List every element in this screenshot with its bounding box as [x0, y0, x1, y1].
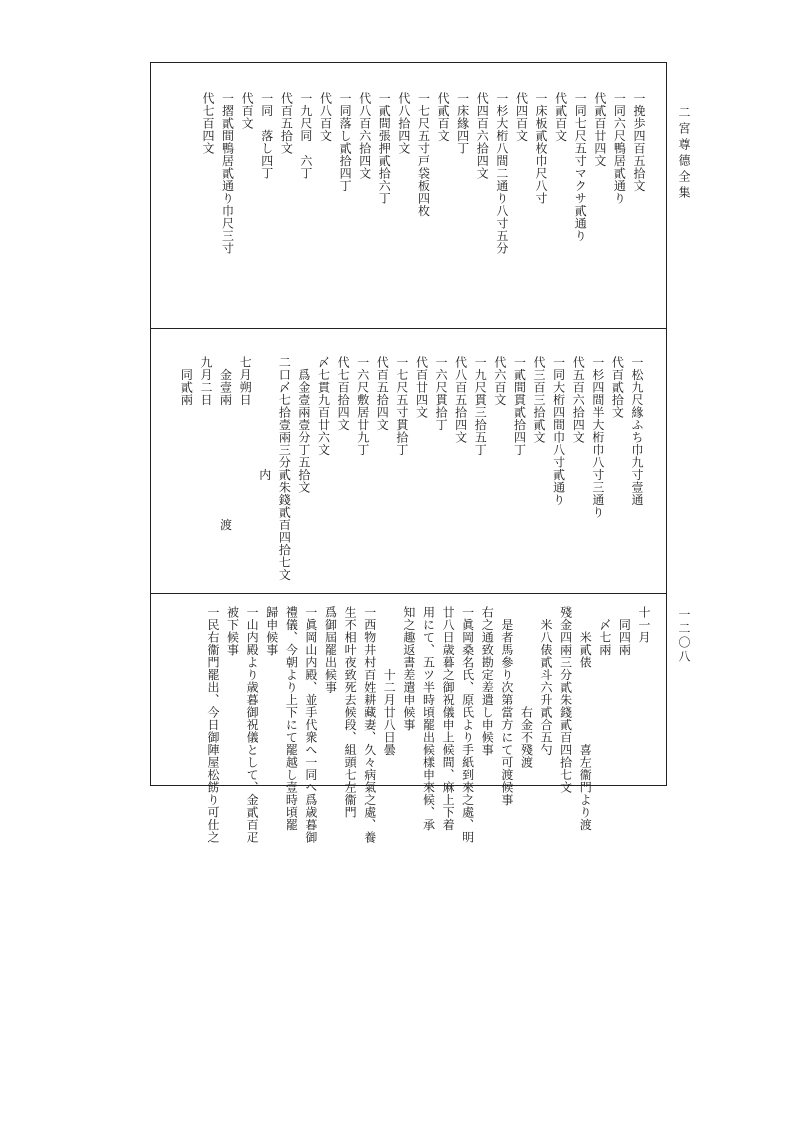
- text-line: 代四百六拾四文: [475, 92, 490, 180]
- text-line: 代百貳拾文: [610, 356, 625, 419]
- text-line: 用にて、五ツ半時頃罷出候樣申來候、承: [421, 606, 436, 831]
- text-line: 殘金四兩三分貳朱錢貳百四拾七文: [558, 606, 573, 794]
- text-line: 一六尺敷居廿九丁: [355, 356, 370, 456]
- text-line: 一眞岡桑名氏、原氏より手紙到來之處、明: [460, 606, 475, 844]
- text-line: 〆七貫九百廿六文: [316, 356, 331, 456]
- text-line: 一杉四間半大桁巾八寸三通り: [590, 356, 605, 519]
- divider-upper: [150, 328, 667, 329]
- text-line: 一松九尺緣ふち巾九寸壹通: [630, 356, 644, 506]
- text-line: 一貳間貫貳拾四丁: [512, 356, 527, 456]
- text-line: 代八拾四文: [396, 92, 411, 155]
- text-line: 右之通致勘定差遣し申候事: [480, 606, 495, 756]
- text-line: 内: [257, 356, 272, 481]
- text-line: 代百廿四文: [414, 356, 429, 419]
- text-line: 一同七尺五寸マクサ貳通り: [573, 92, 588, 242]
- text-line: 一民右衞門罷出、今日御陣屋松餝り可仕之: [205, 606, 220, 844]
- text-line: 知之趣返書差遣申候事: [401, 606, 416, 731]
- text-line: 〆七兩: [597, 606, 612, 656]
- text-line: 禮儀、今朝より上下にて罷越し壹時頃罷: [284, 606, 299, 831]
- text-line: 同四兩: [617, 606, 632, 656]
- text-line: 廿八日歳暮之御祝儀申上候間、麻上下着: [441, 606, 456, 831]
- lower-section: [202, 606, 653, 844]
- text-line: 一九尺貫三拾五丁: [473, 356, 488, 456]
- text-line: 米八俵貳斗六升貳合五勺: [539, 606, 554, 756]
- text-line: 爲御屆罷出候事: [323, 606, 338, 694]
- text-line: 一七尺五寸貫拾丁: [394, 356, 409, 456]
- text-line: 一挽歩四百五拾文: [632, 92, 646, 192]
- text-line: 九月二日: [198, 356, 213, 406]
- text-line: 金壹兩 渡: [218, 356, 233, 531]
- middle-section: [176, 356, 646, 581]
- text-line: 代七百四文: [200, 92, 215, 155]
- text-line: 一山内殿より歳暮御祝儀として、金貳百疋: [245, 606, 260, 844]
- text-line: 一同六尺鴨居貳通り: [612, 92, 627, 205]
- text-line: 代百文: [240, 92, 255, 130]
- text-line: 是者馬參り次第當方にて可渡候事: [499, 606, 514, 806]
- text-line: 二口〆七拾壹兩三分貳朱錢貳百四拾七文: [277, 356, 292, 581]
- text-line: 歸申候事: [264, 606, 279, 656]
- text-line: 右金不殘渡: [519, 606, 534, 769]
- text-line: 七月朔日: [238, 356, 253, 406]
- text-line: 一床緣四丁: [455, 92, 470, 155]
- text-line: 代百五拾文: [279, 92, 294, 155]
- text-line: 一西物井村百姓耕藏妻、久々病氣之處、養: [362, 606, 377, 844]
- text-line: 一床板貳枚巾尺八寸: [534, 92, 549, 205]
- text-line: 代貳百廿四文: [592, 92, 607, 167]
- text-line: 一眞岡山内殿、並手代衆へ一同へ爲歳暮御: [303, 606, 318, 844]
- page-number: 一二〇八: [677, 608, 691, 664]
- text-line: 一杉大桁八間二通り八寸五分: [494, 92, 509, 255]
- text-line: 被下候事: [225, 606, 240, 656]
- text-line: 同貳兩: [179, 356, 194, 406]
- text-line: 代三百三拾貳文: [532, 356, 547, 444]
- divider-lower: [150, 593, 667, 594]
- text-line: 一同大桁四間巾八寸貳通り: [551, 356, 566, 506]
- text-line: 一貳間張押貳拾六丁: [377, 92, 392, 205]
- text-line: 一同落し貳拾四丁: [338, 92, 353, 192]
- text-line: 代七百拾四文: [336, 356, 351, 431]
- text-line: 米貳俵 喜左衞門より渡: [578, 606, 593, 831]
- text-line: 代八百五拾四文: [453, 356, 468, 444]
- text-line: 十二月廿八日曇: [382, 606, 397, 756]
- text-line: 一九尺同 六丁: [298, 92, 313, 180]
- text-line: 生不相叶夜致死去候段、組頭七左衞門: [343, 606, 358, 819]
- text-line: 一同 落し四丁: [259, 92, 274, 180]
- text-line: 代六百文: [492, 356, 507, 406]
- text-line: 一摺貳間鴨居貳通り巾尺三寸: [220, 92, 235, 255]
- text-line: 十一月: [637, 606, 651, 644]
- text-line: 爲金壹兩壹分丁五拾文: [296, 356, 311, 494]
- text-line: 一七尺五寸戸袋板四枚: [416, 92, 431, 217]
- text-line: 代百五拾四文: [375, 356, 390, 431]
- running-head: 二宮尊德全集: [677, 106, 691, 202]
- text-line: 代八百六拾四文: [357, 92, 372, 180]
- text-line: 代貳百文: [553, 92, 568, 142]
- text-line: 代貳百文: [436, 92, 451, 142]
- text-line: 代八百文: [318, 92, 333, 142]
- text-line: 一六尺貫拾丁: [434, 356, 449, 431]
- text-line: 代五百六拾四文: [571, 356, 586, 444]
- text-line: 代四百文: [514, 92, 529, 142]
- upper-section: [197, 92, 648, 255]
